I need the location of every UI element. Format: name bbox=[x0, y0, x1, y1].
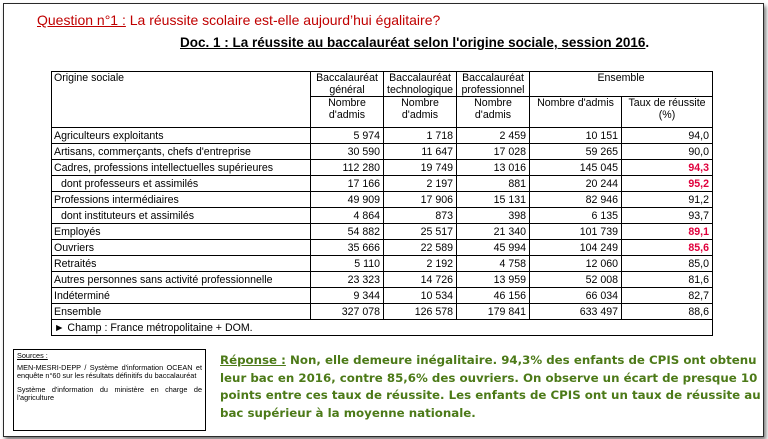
cell-bac-techno: 22 589 bbox=[384, 240, 457, 256]
row-label: dont instituteurs et assimilés bbox=[52, 208, 311, 224]
cell-ensemble-admis: 104 249 bbox=[530, 240, 622, 256]
hdr-na-g-1: Nombre bbox=[328, 97, 366, 109]
champ-note: ► Champ : France métropolitaine + DOM. bbox=[52, 320, 713, 336]
header-bac-pro-l2: professionnel bbox=[461, 84, 525, 96]
cell-ensemble-admis: 10 151 bbox=[530, 128, 622, 144]
cell-bac-pro: 15 131 bbox=[457, 192, 530, 208]
doc-title-label: Doc. 1 : La réussite au baccalauréat selon l'origine sociale, session 2016 bbox=[180, 35, 646, 50]
cell-bac-techno: 17 906 bbox=[384, 192, 457, 208]
row-label: Employés bbox=[52, 224, 311, 240]
answer-text: Non, elle demeure inégalitaire. 94,3% des enfants de CPIS ont obtenu leur bac en 2016, contre 85,6% des ouvriers. On observe un écart de presque 10 points entre ces taux de réussite. Les enfants de CPIS ont un taux de réussite au bac supérieur à la moyenne nationale. bbox=[220, 353, 761, 420]
answer-block bbox=[220, 352, 768, 422]
results-table bbox=[51, 71, 713, 336]
cell-bac-pro: 398 bbox=[457, 208, 530, 224]
header-bac-general-l2: général bbox=[329, 84, 365, 96]
hdr-na-p-2: d'admis bbox=[474, 109, 512, 121]
row-label: Ouvriers bbox=[52, 240, 311, 256]
cell-taux-reussite: 94,0 bbox=[622, 128, 713, 144]
cell-taux-reussite: 82,7 bbox=[622, 288, 713, 304]
question-label: Question n°1 : bbox=[37, 12, 126, 28]
table-row bbox=[52, 272, 713, 288]
cell-bac-pro: 13 959 bbox=[457, 272, 530, 288]
cell-bac-techno: 2 197 bbox=[384, 176, 457, 192]
sources-title: Sources : bbox=[17, 351, 48, 360]
header-nombre-admis-ens: Nombre d'admis bbox=[530, 97, 622, 128]
cell-bac-pro: 17 028 bbox=[457, 144, 530, 160]
cell-bac-pro: 21 340 bbox=[457, 224, 530, 240]
hdr-na-p-1: Nombre bbox=[474, 97, 512, 109]
cell-taux-reussite: 85,0 bbox=[622, 256, 713, 272]
cell-ensemble-admis: 12 060 bbox=[530, 256, 622, 272]
question-text: La réussite scolaire est-elle aujourd’hui égalitaire? bbox=[129, 12, 441, 28]
sources-text-2: Système d'information du ministère en charge de l'agriculture bbox=[17, 384, 202, 403]
row-label: Cadres, professions intellectuelles supérieures bbox=[52, 160, 311, 176]
cell-bac-general: 327 078 bbox=[311, 304, 384, 320]
header-bac-techno-l2: technologique bbox=[387, 84, 453, 96]
table-row bbox=[52, 176, 713, 192]
cell-bac-techno: 873 bbox=[384, 208, 457, 224]
sources-box bbox=[13, 349, 206, 431]
row-label: Artisans, commerçants, chefs d'entreprise bbox=[52, 144, 311, 160]
cell-ensemble-admis: 82 946 bbox=[530, 192, 622, 208]
header-origine: Origine sociale bbox=[52, 72, 311, 128]
header-nombre-admis-g bbox=[311, 97, 384, 128]
hdr-na-g-2: d'admis bbox=[328, 109, 366, 121]
table-row bbox=[52, 208, 713, 224]
row-label: Ensemble bbox=[52, 304, 311, 320]
cell-bac-techno: 2 192 bbox=[384, 256, 457, 272]
header-taux bbox=[622, 97, 713, 128]
cell-taux-reussite: 90,0 bbox=[622, 144, 713, 160]
table-row bbox=[52, 304, 713, 320]
table-row bbox=[52, 144, 713, 160]
cell-bac-techno: 10 534 bbox=[384, 288, 457, 304]
cell-bac-techno: 19 749 bbox=[384, 160, 457, 176]
table-row bbox=[52, 192, 713, 208]
cell-ensemble-admis: 633 497 bbox=[530, 304, 622, 320]
cell-bac-general: 35 666 bbox=[311, 240, 384, 256]
doc-title bbox=[180, 35, 649, 50]
cell-bac-pro: 13 016 bbox=[457, 160, 530, 176]
hdr-taux-2: (%) bbox=[658, 109, 676, 121]
question-heading bbox=[37, 12, 440, 28]
cell-bac-general: 5 110 bbox=[311, 256, 384, 272]
hdr-na-t-1: Nombre bbox=[401, 97, 439, 109]
cell-bac-general: 54 882 bbox=[311, 224, 384, 240]
cell-bac-general: 17 166 bbox=[311, 176, 384, 192]
hdr-na-t-2: d'admis bbox=[401, 109, 439, 121]
header-ensemble: Ensemble bbox=[530, 72, 713, 97]
table-row bbox=[52, 224, 713, 240]
header-nombre-admis-p bbox=[457, 97, 530, 128]
table-row bbox=[52, 160, 713, 176]
hdr-taux-1: Taux de réussite bbox=[628, 97, 706, 109]
cell-ensemble-admis: 6 135 bbox=[530, 208, 622, 224]
answer-label: Réponse : bbox=[220, 353, 286, 367]
cell-taux-reussite: 95,2 bbox=[622, 176, 713, 192]
cell-taux-reussite: 93,7 bbox=[622, 208, 713, 224]
table-row bbox=[52, 288, 713, 304]
cell-bac-techno: 14 726 bbox=[384, 272, 457, 288]
cell-bac-pro: 4 758 bbox=[457, 256, 530, 272]
cell-bac-general: 112 280 bbox=[311, 160, 384, 176]
cell-ensemble-admis: 59 265 bbox=[530, 144, 622, 160]
row-label: Retraités bbox=[52, 256, 311, 272]
table-row bbox=[52, 128, 713, 144]
cell-ensemble-admis: 52 008 bbox=[530, 272, 622, 288]
header-bac-techno-l1: Baccalauréat bbox=[389, 72, 451, 84]
cell-ensemble-admis: 145 045 bbox=[530, 160, 622, 176]
cell-bac-pro: 2 459 bbox=[457, 128, 530, 144]
cell-taux-reussite: 91,2 bbox=[622, 192, 713, 208]
row-label: Autres personnes sans activité professionnelle bbox=[52, 272, 311, 288]
header-nombre-admis-t bbox=[384, 97, 457, 128]
cell-bac-pro: 45 994 bbox=[457, 240, 530, 256]
cell-ensemble-admis: 101 739 bbox=[530, 224, 622, 240]
cell-ensemble-admis: 20 244 bbox=[530, 176, 622, 192]
cell-bac-pro: 46 156 bbox=[457, 288, 530, 304]
header-bac-techno bbox=[384, 72, 457, 97]
header-bac-pro bbox=[457, 72, 530, 97]
cell-bac-techno: 25 517 bbox=[384, 224, 457, 240]
champ-row bbox=[52, 320, 713, 336]
cell-taux-reussite: 88,6 bbox=[622, 304, 713, 320]
cell-taux-reussite: 94,3 bbox=[622, 160, 713, 176]
cell-taux-reussite: 85,6 bbox=[622, 240, 713, 256]
cell-bac-general: 30 590 bbox=[311, 144, 384, 160]
row-label: Professions intermédiaires bbox=[52, 192, 311, 208]
cell-bac-general: 4 864 bbox=[311, 208, 384, 224]
header-bac-general-l1: Baccalauréat bbox=[316, 72, 378, 84]
cell-bac-techno: 11 647 bbox=[384, 144, 457, 160]
cell-bac-general: 23 323 bbox=[311, 272, 384, 288]
row-label: Agriculteurs exploitants bbox=[52, 128, 311, 144]
sources-text-1: MEN-MESRI-DEPP / Système d'information OCEAN et enquête n°60 sur les résultats définitifs du baccalauréat bbox=[17, 362, 202, 381]
cell-bac-techno: 1 718 bbox=[384, 128, 457, 144]
cell-taux-reussite: 81,6 bbox=[622, 272, 713, 288]
cell-ensemble-admis: 66 034 bbox=[530, 288, 622, 304]
cell-bac-techno: 126 578 bbox=[384, 304, 457, 320]
table-header-row-1 bbox=[52, 72, 713, 97]
header-bac-pro-l1: Baccalauréat bbox=[462, 72, 524, 84]
cell-bac-pro: 179 841 bbox=[457, 304, 530, 320]
cell-bac-general: 9 344 bbox=[311, 288, 384, 304]
document-frame bbox=[3, 3, 764, 437]
cell-taux-reussite: 89,1 bbox=[622, 224, 713, 240]
cell-bac-general: 49 909 bbox=[311, 192, 384, 208]
doc-title-suffix: . bbox=[645, 35, 650, 50]
cell-bac-general: 5 974 bbox=[311, 128, 384, 144]
table-row bbox=[52, 240, 713, 256]
cell-bac-pro: 881 bbox=[457, 176, 530, 192]
row-label: dont professeurs et assimilés bbox=[52, 176, 311, 192]
row-label: Indéterminé bbox=[52, 288, 311, 304]
table-row bbox=[52, 256, 713, 272]
header-bac-general bbox=[311, 72, 384, 97]
